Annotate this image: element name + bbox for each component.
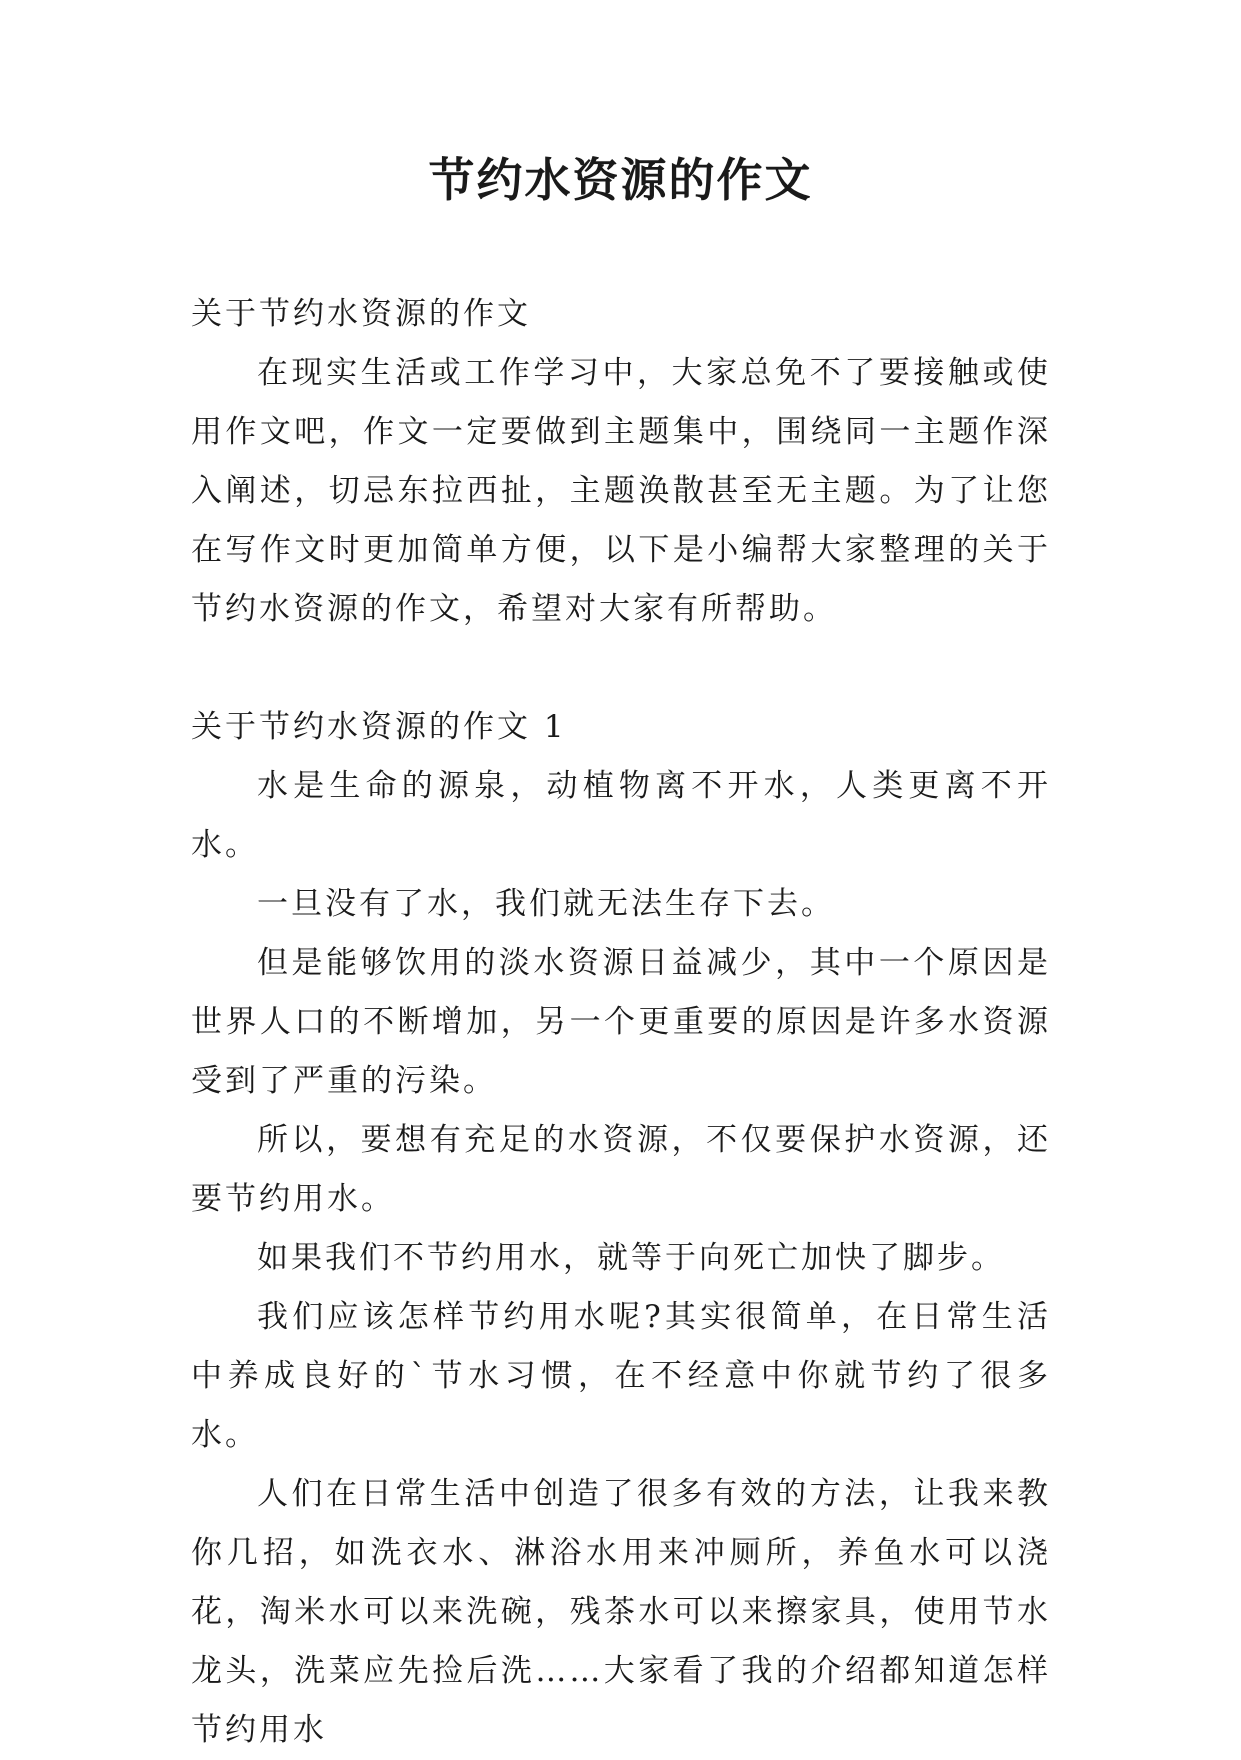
intro-paragraph: 在现实生活或工作学习中，大家总免不了要接触或使用作文吧，作文一定要做到主题集中，围绕同一主题作深入阐述，切忌东拉西扯，主题涣散甚至无主题。为了让您在写作文时更加简单方便，以下是小编帮大家整理的关于节约水资源的作文，希望对大家有所帮助。 <box>191 355 1051 627</box>
page-title: 节约水资源的作文 <box>428 153 813 207</box>
section-1-paragraph-4: 所以，要想有充足的水资源，不仅要保护水资源，还要节约用水。 <box>191 1122 1051 1217</box>
section-spacer <box>191 639 1051 698</box>
section-1-paragraph-6: 我们应该怎样节约用水呢?其实很简单，在日常生活中养成良好的`节水习惯，在不经意中你就节约了很多水。 <box>191 1299 1051 1453</box>
intro-heading: 关于节约水资源的作文 <box>191 296 531 332</box>
section-1-paragraph-5: 如果我们不节约用水，就等于向死亡加快了脚步。 <box>257 1240 1005 1276</box>
document-body <box>191 285 1051 1760</box>
section-1-paragraph-1: 水是生命的源泉，动植物离不开水，人类更离不开水。 <box>191 768 1051 863</box>
section-1-paragraph-2: 一旦没有了水，我们就无法生存下去。 <box>257 886 835 922</box>
section-1-heading: 关于节约水资源的作文 1 <box>191 709 567 745</box>
section-1-paragraph-7: 人们在日常生活中创造了很多有效的方法，让我来教你几招，如洗衣水、淋浴水用来冲厕所，养鱼水可以浇花，淘米水可以来洗碗，残茶水可以来擦家具，使用节水龙头，洗菜应先捡后洗……大家看了我的介绍都知道怎样节约用水 <box>191 1476 1051 1748</box>
section-1-paragraph-3: 但是能够饮用的淡水资源日益减少，其中一个原因是世界人口的不断增加，另一个更重要的原因是许多水资源受到了严重的污染。 <box>191 945 1051 1099</box>
